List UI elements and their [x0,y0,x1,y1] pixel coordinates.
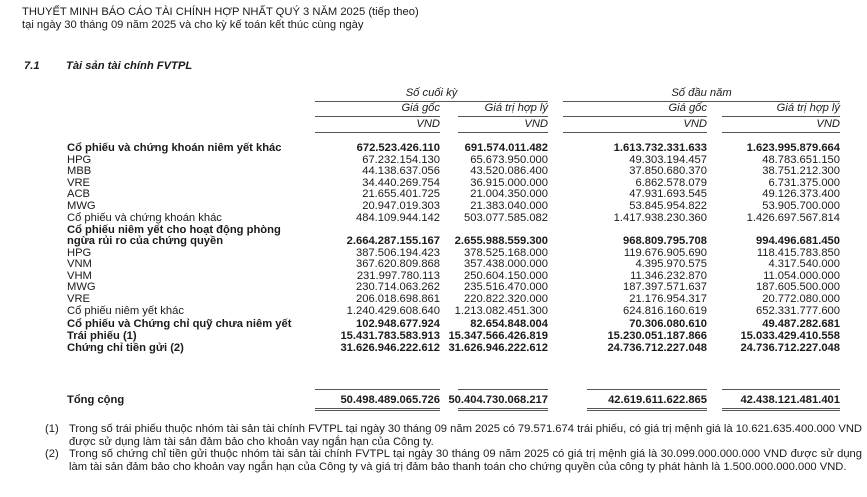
cell-value: 31.626.946.222.612 [340,342,440,354]
cell-value: 1.613.732.331.633 [613,142,707,154]
cell-value: 20.947.019.303 [362,200,440,212]
cell-value: 21.383.040.000 [470,200,548,212]
divider [722,389,840,390]
row-label: VNM [67,258,92,270]
cell-value: 6.862.578.079 [635,177,707,189]
cell-value: 231.997.780.113 [356,270,440,282]
footnote-number: (1) [45,423,59,435]
section-title: Tài sản tài chính FVTPL [66,60,193,72]
row-label: VRE [67,293,91,305]
unit-label: VND [416,118,440,130]
cell-value: 11.346.232.870 [630,270,707,282]
divider [563,116,707,117]
row-label: MWG [67,200,96,212]
cell-value: 15.431.783.583.913 [340,330,440,342]
cell-value: 43.520.086.400 [470,165,548,177]
cell-value: 102.948.677.924 [356,318,440,330]
total-value: 50.498.489.065.726 [340,394,440,406]
cell-value: 24.736.712.227.048 [740,342,840,354]
cell-value: 11.054.000.000 [763,270,840,282]
cell-value: 206.018.698.861 [356,293,440,305]
cell-value: 82.654.848.004 [470,318,548,330]
row-label: Cổ phiếu và Chứng chỉ quỹ chưa niêm yết [67,318,292,330]
cell-value: 34.440.269.754 [362,177,440,189]
cell-value: 118.415.783.850 [756,247,840,259]
cell-value: 4.395.970.575 [635,258,707,270]
cell-value: 38.751.212.300 [762,165,840,177]
unit-label: VND [816,118,840,130]
cell-value: 49.303.194.457 [629,154,707,166]
cell-value: 1.426.697.567.814 [746,212,840,224]
row-label: VHM [67,270,92,282]
footnote-1 [45,423,862,448]
cell-value: 187.605.500.000 [756,281,840,293]
cell-value: 230.714.063.262 [356,281,440,293]
table-row [0,188,867,200]
cell-value: 387.506.194.423 [356,247,440,259]
table-row [0,305,867,317]
cell-value: 15.033.429.410.558 [740,330,840,342]
cell-value: 1.623.995.879.664 [746,142,840,154]
col-header-fair-end: Giá trị hợp lý [484,102,548,114]
divider [458,132,548,133]
cell-value: 53.845.954.822 [629,200,707,212]
cell-value: 20.772.080.000 [762,293,840,305]
cell-value: 378.525.168.000 [464,247,548,259]
row-label: HPG [67,154,92,166]
table-row [0,330,867,342]
table-row [0,165,867,177]
report-subtitle: tại ngày 30 tháng 09 năm 2025 và cho kỳ kế toán kết thúc cùng ngày [22,19,364,31]
row-label: ngừa rủi ro của chứng quyền [67,235,224,247]
cell-value: 2.664.287.155.167 [346,235,440,247]
row-label: Chứng chỉ tiền gửi (2) [67,342,184,354]
total-value: 42.619.611.622.865 [608,394,707,406]
cell-value: 36.915.000.000 [470,177,548,189]
row-label: HPG [67,247,92,259]
double-underline [587,408,707,411]
total-label: Tổng cộng [67,394,125,406]
cell-value: 6.731.375.000 [768,177,840,189]
divider [315,389,440,390]
table-row [0,281,867,293]
cell-value: 15.347.566.426.819 [448,330,548,342]
table-row [0,258,867,270]
cell-value: 220.822.320.000 [464,293,548,305]
group-label: Số cuối kỳ [405,87,458,99]
double-underline [315,408,440,411]
divider [722,132,840,133]
cell-value: 994.496.681.450 [756,235,840,247]
divider [315,116,440,117]
cell-value: 47.931.693.545 [629,188,707,200]
row-label: MWG [67,281,96,293]
cell-value: 2.655.988.559.300 [454,235,548,247]
cell-value: 503.077.585.082 [464,212,548,224]
group-header-end-period [315,87,548,99]
footnote-2 [45,448,862,488]
total-value: 50.404.730.068.217 [448,394,548,406]
cell-value: 37.850.680.370 [629,165,707,177]
cell-value: 357.438.000.000 [464,258,548,270]
cell-value: 968.809.795.708 [623,235,707,247]
table-row [0,293,867,305]
table-row [0,142,867,154]
row-label: Cổ phiếu niêm yết cho hoạt động phòng [67,224,281,236]
cell-value: 48.783.651.150 [762,154,840,166]
cell-value: 67.232.154.130 [362,154,440,166]
row-label: Cổ phiếu và chứng khoán khác [67,212,222,224]
cell-value: 1.417.938.230.360 [613,212,707,224]
cell-value: 49.126.373.400 [762,188,840,200]
divider [458,389,548,390]
cell-value: 367.620.809.868 [356,258,440,270]
cell-value: 652.331.777.600 [756,305,840,317]
section-number: 7.1 [24,60,40,72]
unit-label: VND [683,118,707,130]
group-header-start-year [563,87,840,99]
row-label: Trái phiếu (1) [67,330,137,342]
row-label: VRE [67,177,91,189]
table-row [0,342,867,354]
row-label: MBB [67,165,92,177]
divider [722,116,840,117]
cell-value: 235.516.470.000 [464,281,548,293]
unit-label: VND [524,118,548,130]
col-header-cost-start: Giá gốc [668,102,707,114]
cell-value: 624.816.160.619 [623,305,707,317]
cell-value: 21.004.350.000 [470,188,548,200]
double-underline [722,408,840,411]
cell-value: 1.240.429.608.640 [346,305,440,317]
row-label: Cổ phiếu và chứng khoán niêm yết khác [67,142,282,154]
table-row [0,212,867,224]
cell-value: 24.736.712.227.048 [607,342,707,354]
cell-value: 21.655.401.725 [362,188,440,200]
cell-value: 119.676.905.690 [623,247,707,259]
table-total-row [0,394,867,406]
table-row [0,235,867,247]
cell-value: 15.230.051.187.866 [607,330,707,342]
divider [315,132,440,133]
cell-value: 70.306.080.610 [629,318,707,330]
cell-value: 672.523.426.110 [356,142,440,154]
cell-value: 31.626.946.222.612 [448,342,548,354]
divider [563,132,707,133]
cell-value: 691.574.011.482 [464,142,548,154]
footnote-number: (2) [45,448,59,460]
divider [458,116,548,117]
footnote-text: Trong số trái phiếu thuộc nhóm tài sản tài chính FVTPL tại ngày 30 tháng 09 năm 2025 có 79.571.674 trái phiếu, có giá trị mệnh giá là 10.621.635.400.000 VND được sử dụng làm tài sản đảm bảo cho khoản vay ngắn hạn của Công ty. [69,423,862,448]
footnote-text: Trong số chứng chỉ tiền gửi thuộc nhóm tài sản tài chính FVTPL tại ngày 30 tháng 09 năm 2025 có giá trị mệnh giá là 30.099.000.000.000 VND được sử dụng làm tài sản đảm bảo cho khoản vay ngắn hạn của Công ty và giá trị đảm bảo thanh toán cho chứng quyền của công ty phát hành là 1.500.000.000.000 VND. [69,448,862,473]
cell-value: 49.487.282.681 [762,318,840,330]
col-header-cost-end: Giá gốc [401,102,440,114]
divider [587,389,707,390]
col-header-fair-start: Giá trị hợp lý [776,102,840,114]
cell-value: 4.317.540.000 [768,258,840,270]
cell-value: 44.138.637.056 [362,165,440,177]
report-title: THUYẾT MINH BÁO CÁO TÀI CHÍNH HỢP NHẤT QUÝ 3 NĂM 2025 (tiếp theo) [22,6,419,18]
cell-value: 484.109.944.142 [356,212,440,224]
cell-value: 21.176.954.317 [629,293,707,305]
table-row [0,200,867,212]
table-row [0,318,867,330]
cell-value: 65.673.950.000 [470,154,548,166]
group-label: Số đầu năm [671,87,732,99]
row-label: ACB [67,188,91,200]
double-underline [458,408,548,411]
cell-value: 250.604.150.000 [464,270,548,282]
cell-value: 53.905.700.000 [762,200,840,212]
total-value: 42.438.121.481.401 [740,394,840,406]
row-label: Cổ phiếu niêm yết khác [67,305,184,317]
cell-value: 187.397.571.637 [623,281,707,293]
cell-value: 1.213.082.451.300 [454,305,548,317]
report-header [22,6,419,32]
